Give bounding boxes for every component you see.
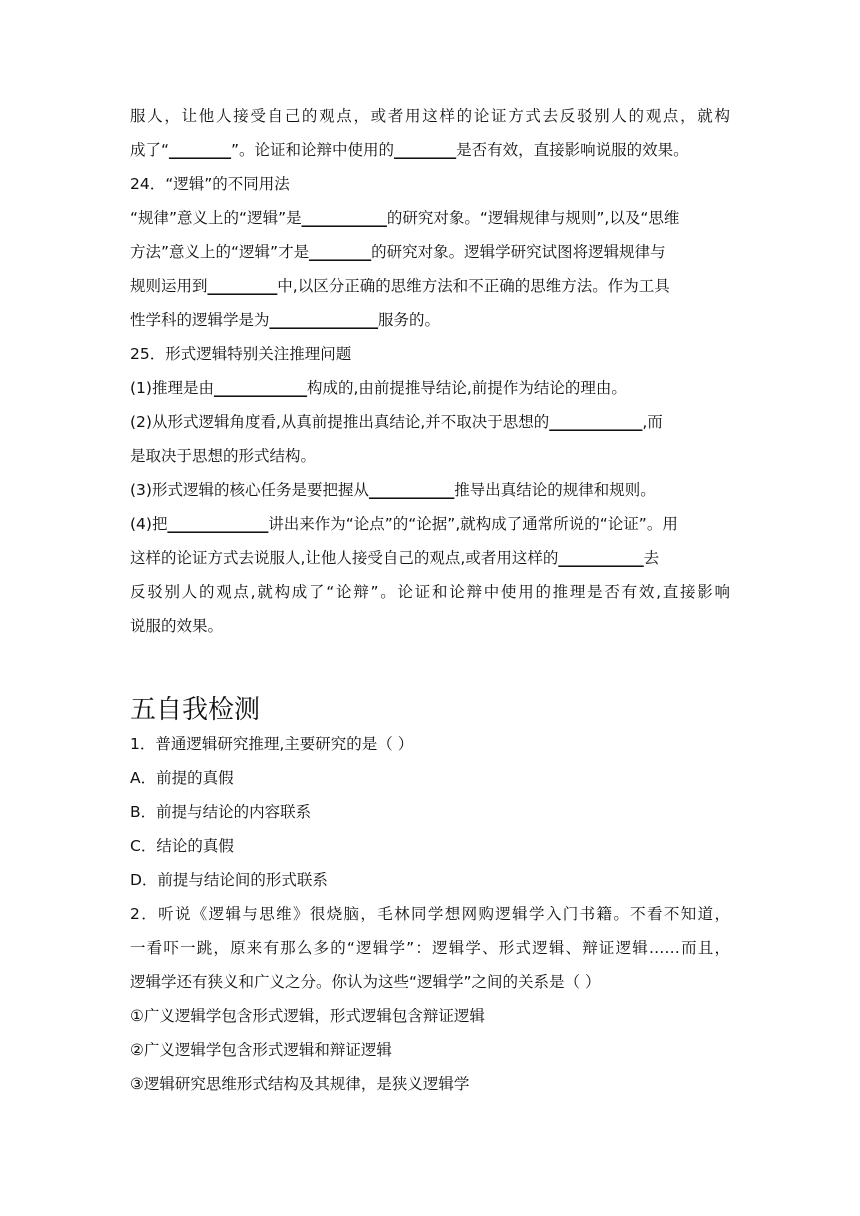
text-run: ”。论证和论辩中使用的 bbox=[231, 141, 395, 159]
paragraph-line bbox=[130, 276, 730, 296]
fill-blank: ___________ bbox=[558, 549, 644, 567]
fill-blank: ________ bbox=[169, 141, 232, 159]
paragraph-line bbox=[130, 310, 730, 330]
section-heading: 五自我检测 bbox=[130, 695, 261, 725]
text-run: 去 bbox=[643, 549, 660, 567]
text-run: ,而 bbox=[642, 413, 663, 431]
text-run: 构成的,由前提推导结论,前提作为结论的理由。 bbox=[306, 379, 627, 397]
paragraph-line: 服人，让他人接受自己的观点，或者用这样的论证方式去反驳别人的观点，就构 bbox=[130, 107, 730, 125]
question-25-title: 25．形式逻辑特别关注推理问题 bbox=[130, 345, 352, 363]
question-2-line: 一看吓一跳，原来有那么多的“逻辑学”：逻辑学、形式逻辑、辩证逻辑……而且， bbox=[130, 939, 730, 957]
fill-blank: ___________ bbox=[368, 481, 455, 499]
text-run: 中,以区分正确的思维方法和不正确的思维方法。作为工具 bbox=[277, 277, 670, 295]
option-a: A．前提的真假 bbox=[130, 769, 234, 787]
paragraph-line: 是取决于思想的形式结构。 bbox=[130, 447, 317, 465]
question-2-line: 逻辑学还有狭义和广义之分。你认为这些“逻辑学”之间的关系是（ ） bbox=[130, 973, 601, 991]
text-run: 推导出真结论的规律和规则。 bbox=[454, 481, 656, 499]
fill-blank: ________ bbox=[309, 243, 372, 261]
text-run: 规则运用到 bbox=[130, 277, 208, 295]
option-b: B．前提与结论的内容联系 bbox=[130, 803, 312, 821]
paragraph-line bbox=[130, 208, 730, 228]
question-1: 1．普通逻辑研究推理,主要研究的是（ ） bbox=[130, 735, 414, 753]
fill-blank: ______________ bbox=[269, 311, 379, 329]
fill-blank: ________ bbox=[394, 141, 457, 159]
statement-3: ③逻辑研究思维形式结构及其规律，是狭义逻辑学 bbox=[130, 1075, 470, 1093]
fill-blank: _____________ bbox=[167, 515, 269, 533]
paragraph-line bbox=[130, 140, 730, 160]
question-2-line: 2．听说《逻辑与思维》很烧脑，毛林同学想网购逻辑学入门书籍。不看不知道， bbox=[130, 905, 730, 923]
paragraph-line: 说服的效果。 bbox=[130, 617, 224, 635]
statement-2: ②广义逻辑学包含形式逻辑和辩证逻辑 bbox=[130, 1041, 392, 1059]
paragraph-line bbox=[130, 378, 730, 398]
text-run: 成了“ bbox=[130, 141, 170, 159]
statement-1: ①广义逻辑学包含形式逻辑，形式逻辑包含辩证逻辑 bbox=[130, 1007, 485, 1025]
paragraph-line: 反驳别人的观点,就构成了“论辩”。论证和论辩中使用的推理是否有效,直接影响 bbox=[130, 583, 730, 601]
text-run: 是否有效，直接影响说服的效果。 bbox=[456, 141, 689, 159]
fill-blank: ___________ bbox=[301, 209, 387, 227]
text-run: (4)把 bbox=[130, 515, 168, 533]
text-run: 这样的论证方式去说服人,让他人接受自己的观点,或者用这样的 bbox=[130, 549, 559, 567]
paragraph-line bbox=[130, 242, 730, 262]
option-d: D．前提与结论间的形式联系 bbox=[130, 871, 328, 889]
text-run: (3)形式逻辑的核心任务是要把握从 bbox=[130, 481, 369, 499]
text-run: “规律”意义上的“逻辑”是 bbox=[130, 209, 302, 227]
paragraph-line bbox=[130, 514, 730, 534]
fill-blank: ____________ bbox=[213, 379, 307, 397]
paragraph-line bbox=[130, 412, 730, 432]
paragraph-line bbox=[130, 480, 730, 500]
text-run: 的研究对象。逻辑学研究试图将逻辑规律与 bbox=[371, 243, 666, 261]
text-run: (1)推理是由 bbox=[130, 379, 214, 397]
text-run: 的研究对象。“逻辑规律与规则”,以及“思维 bbox=[386, 209, 680, 227]
text-run: 性学科的逻辑学是为 bbox=[130, 311, 270, 329]
text-run: 服务的。 bbox=[378, 311, 441, 329]
text-run: 方法”意义上的“逻辑”才是 bbox=[130, 243, 310, 261]
text-run: (2)从形式逻辑角度看,从真前提推出真结论,并不取决于思想的 bbox=[130, 413, 550, 431]
fill-blank: _________ bbox=[207, 277, 278, 295]
text-run: 讲出来作为“论点”的“论据”,就构成了通常所说的“论证”。用 bbox=[268, 515, 678, 533]
paragraph-line bbox=[130, 548, 730, 568]
fill-blank: ____________ bbox=[549, 413, 643, 431]
question-24-title: 24．“逻辑”的不同用法 bbox=[130, 175, 290, 193]
option-c: C．结论的真假 bbox=[130, 837, 234, 855]
